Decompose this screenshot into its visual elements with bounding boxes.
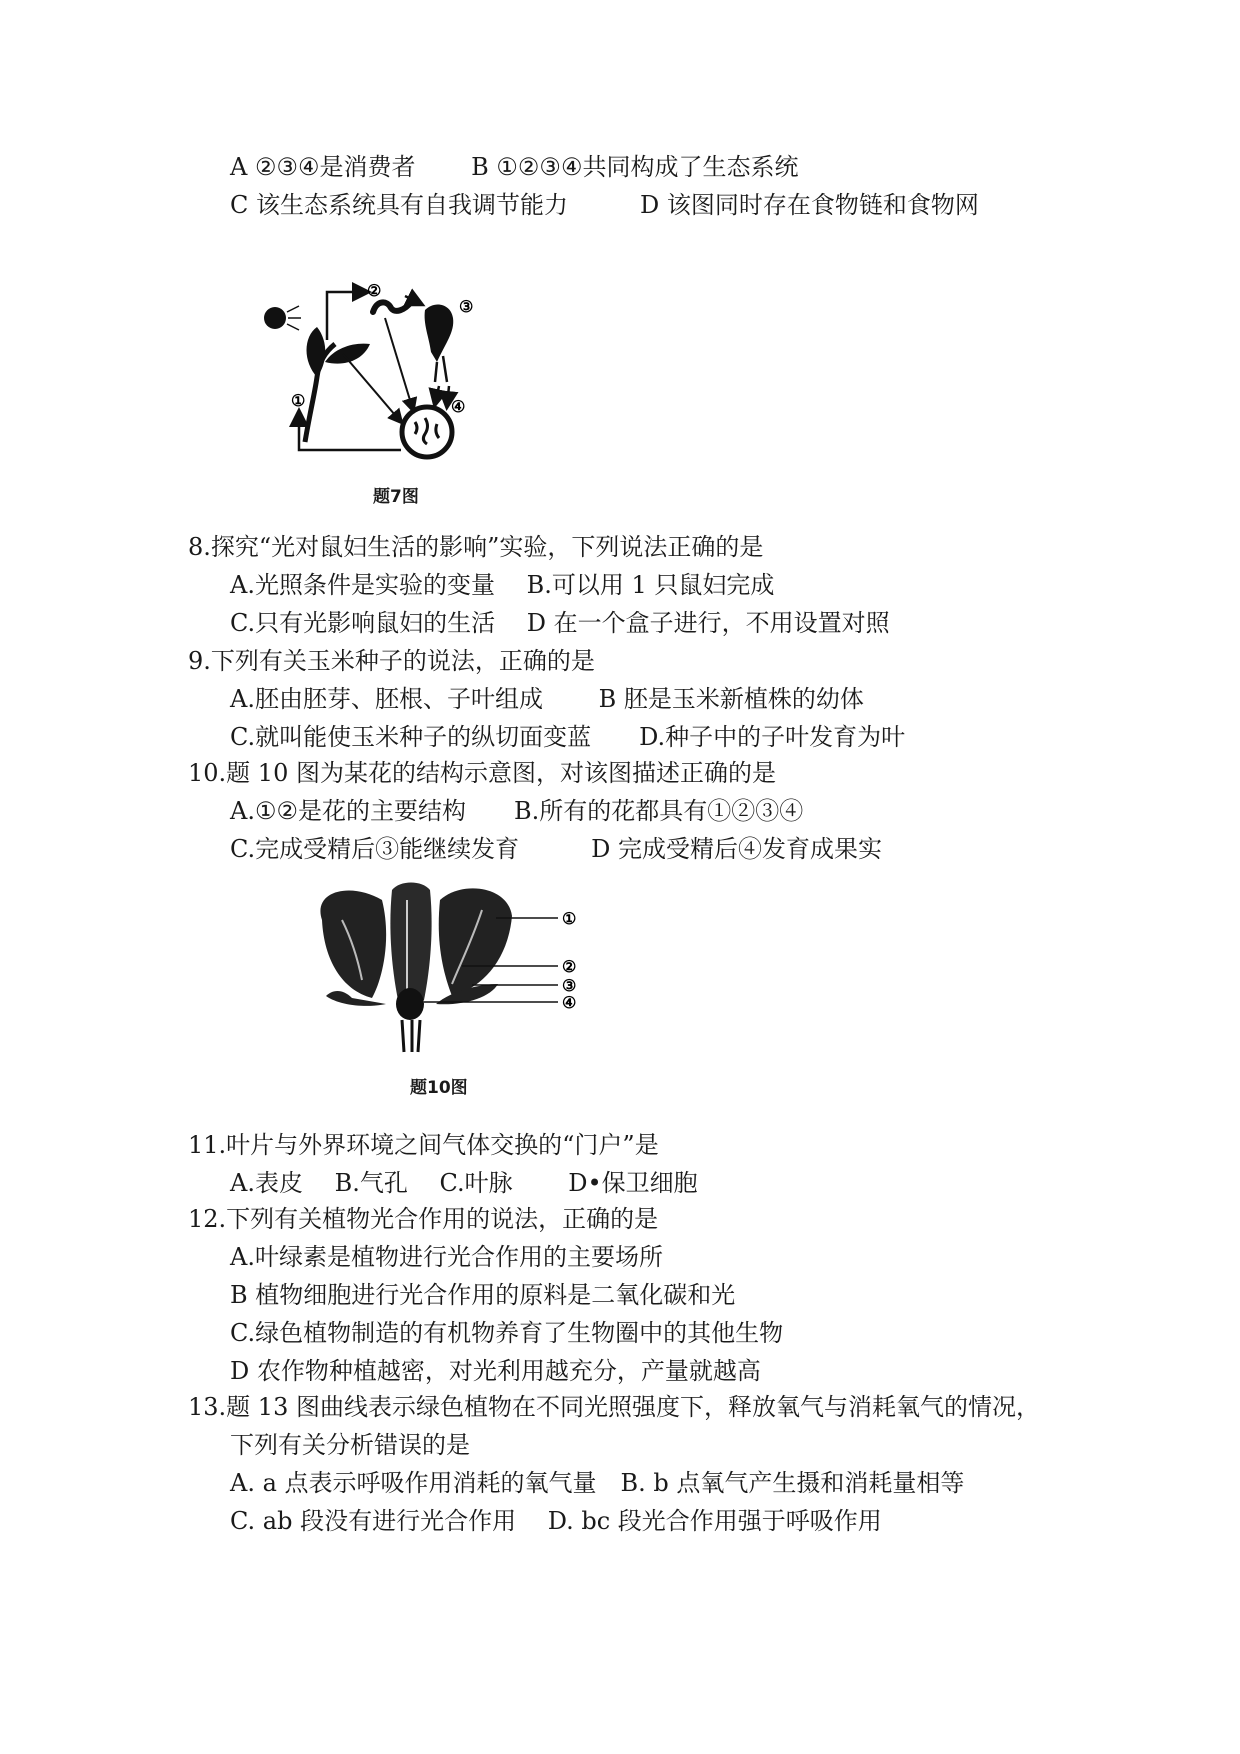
bird-icon bbox=[425, 304, 454, 382]
caterpillar-icon bbox=[373, 302, 411, 312]
flower-icon bbox=[320, 883, 512, 1053]
decomposer-circle-icon bbox=[402, 407, 452, 457]
q9-option-row: C.就叫能使玉米种子的纵切面变蓝 D.种子中的子叶发育为叶 bbox=[230, 723, 906, 751]
q11-option-row: A.表皮 B.气孔 C.叶脉 D•保卫细胞 bbox=[230, 1169, 698, 1197]
figure-7-ecosystem-diagram bbox=[255, 282, 575, 472]
fig7-label-4: ④ bbox=[451, 397, 466, 416]
q12-option-row: B 植物细胞进行光合作用的原料是二氧化碳和光 bbox=[230, 1281, 736, 1309]
plant-icon bbox=[305, 327, 370, 442]
fig10-label-4: ④ bbox=[562, 993, 577, 1012]
q13-option-row: A. a 点表示呼吸作用消耗的氧气量 B. b 点氧气产生摄和消耗量相等 bbox=[230, 1469, 965, 1497]
fig10-label-1: ① bbox=[562, 909, 577, 928]
fig7-label-3: ③ bbox=[459, 297, 474, 316]
fig7-label-2: ② bbox=[367, 282, 382, 300]
q13-option-row: C. ab 段没有进行光合作用 D. bc 段光合作用强于呼吸作用 bbox=[230, 1507, 882, 1535]
fig7-label-1: ① bbox=[291, 391, 306, 410]
fig10-label-2: ② bbox=[562, 957, 577, 976]
q7-option-row-1: A ②③④是消费者 B ①②③④共同构成了生态系统 bbox=[230, 153, 799, 181]
figure-10-flower-diagram bbox=[312, 880, 592, 1060]
q8-option-row: A.光照条件是实验的变量 B.可以用 1 只鼠妇完成 bbox=[230, 571, 775, 599]
q10-stem: 10.题 10 图为某花的结构示意图，对该图描述正确的是 bbox=[188, 759, 776, 787]
q7-option-row-2: C 该生态系统具有自我调节能力 D 该图同时存在食物链和食物网 bbox=[230, 191, 979, 219]
q8-option-row: C.只有光影响鼠妇的生活 D 在一个盒子进行，不用设置对照 bbox=[230, 609, 890, 637]
q10-option-row: C.完成受精后③能继续发育 D 完成受精后④发育成果实 bbox=[230, 835, 883, 863]
fig10-label-3: ③ bbox=[562, 976, 577, 995]
q12-option-row: D 农作物种植越密，对光利用越充分，产量就越高 bbox=[230, 1357, 761, 1385]
q13-stem-continued: 下列有关分析错误的是 bbox=[230, 1431, 470, 1459]
q11-stem: 11.叶片与外界环境之间气体交换的“门户”是 bbox=[188, 1131, 659, 1159]
q9-option-row: A.胚由胚芽、胚根、子叶组成 B 胚是玉米新植株的幼体 bbox=[230, 685, 864, 713]
q12-stem: 12.下列有关植物光合作用的说法，正确的是 bbox=[188, 1205, 659, 1233]
q9-stem: 9.下列有关玉米种子的说法，正确的是 bbox=[188, 647, 595, 675]
q10-option-row: A.①②是花的主要结构 B.所有的花都具有①②③④ bbox=[230, 797, 804, 825]
figure-7-caption: 题7图 bbox=[373, 487, 419, 507]
figure-10-caption: 题10图 bbox=[410, 1078, 468, 1098]
q8-stem: 8.探究“光对鼠妇生活的影响”实验，下列说法正确的是 bbox=[188, 533, 764, 561]
q12-option-row: C.绿色植物制造的有机物养育了生物圈中的其他生物 bbox=[230, 1319, 784, 1347]
q12-option-row: A.叶绿素是植物进行光合作用的主要场所 bbox=[230, 1243, 663, 1271]
sun-icon bbox=[264, 306, 301, 330]
q13-stem: 13.题 13 图曲线表示绿色植物在不同光照强度下，释放氧气与消耗氧气的情况， bbox=[188, 1393, 1040, 1421]
